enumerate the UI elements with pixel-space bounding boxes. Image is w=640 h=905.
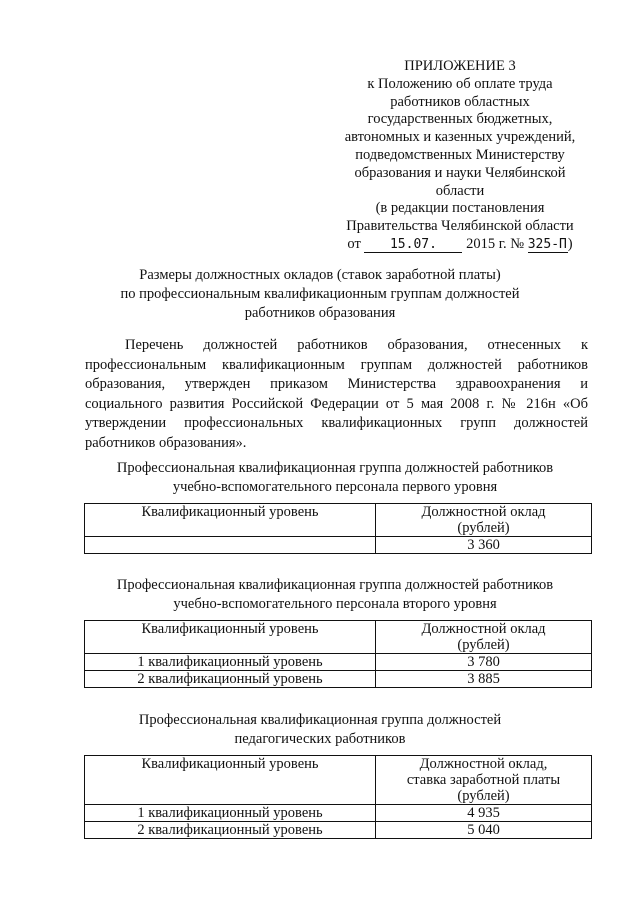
appendix-line: образования и науки Челябинской [354, 164, 566, 181]
group-title-line: Профессиональная квалификационная группа должностей [138, 712, 502, 728]
header-level-label: Квалификационный уровень [141, 756, 319, 772]
appendix-line: (в редакции постановления [375, 200, 545, 217]
table-row [85, 822, 592, 839]
resolution-number: 325-П [527, 236, 567, 252]
table-row [85, 805, 592, 822]
level-cell: 1 квалификационный уровень [85, 654, 376, 671]
appendix-line: автономных и казенных учреждений, [344, 129, 576, 146]
paragraph-line: профессиональным квалификационным группам должностей работников [85, 356, 588, 373]
table-row [85, 654, 592, 671]
group-title-line: Профессиональная квалификационная группа должностей работников [116, 577, 554, 593]
paragraph-line: Перечень должностей работников образования, отнесенных к [125, 337, 588, 353]
appendix-line: к Положению об оплате труда [367, 75, 553, 92]
header-level [85, 504, 376, 537]
paragraph-line: образования, утвержден приказом Министерства здравоохранения и [85, 376, 588, 392]
level-cell: 2 квалификационный уровень [85, 822, 376, 839]
group-title-line: педагогических работников [234, 731, 406, 747]
intro-paragraph [85, 336, 588, 453]
group-title-line: учебно-вспомогательного персонала второго уровня [173, 596, 497, 612]
salary-cell: 3 885 [376, 671, 592, 688]
header-salary-label: Должностной оклад, [419, 756, 548, 772]
header-salary-label: Должностной оклад [421, 621, 546, 637]
appendix-title: ПРИЛОЖЕНИЕ 3 [404, 58, 516, 74]
header-salary-unit: (рублей) [457, 637, 510, 653]
appendix-header [325, 58, 595, 254]
title-line: работников образования [244, 305, 396, 321]
date-value: 15.07. [364, 238, 462, 253]
level-cell: 2 квалификационный уровень [85, 671, 376, 688]
year-text: 2015 г. № [466, 235, 525, 252]
appendix-line: области [435, 182, 485, 199]
appendix-line: Правительства Челябинской области [346, 218, 574, 235]
paragraph-line: социального развития Российской Федерации от 5 мая 2008 г. № 216н «Об [85, 395, 588, 412]
salary-cell: 3 780 [376, 654, 592, 671]
date-prefix: от [347, 235, 361, 252]
header-salary [376, 756, 592, 805]
title-line: по профессиональным квалификационным группам должностей [120, 286, 520, 302]
header-level [85, 756, 376, 805]
table-header-row [85, 756, 592, 805]
table-row [85, 537, 592, 554]
group-2-table [84, 620, 592, 688]
title-line: Размеры должностных окладов (ставок заработной платы) [139, 267, 501, 283]
salary-cell: 3 360 [376, 537, 592, 554]
appendix-line: работников областных [390, 93, 530, 110]
close-paren: ) [567, 235, 573, 252]
document-title [60, 266, 580, 323]
table-row [85, 671, 592, 688]
group-title-line: учебно-вспомогательного персонала первого уровня [172, 479, 498, 495]
level-cell [85, 537, 376, 554]
group-3-table [84, 755, 592, 839]
paragraph-line: работников образования». [85, 434, 247, 451]
header-salary [376, 621, 592, 654]
header-level-label: Квалификационный уровень [141, 504, 319, 520]
group-2-title [75, 576, 595, 614]
resolution-date-line [325, 236, 595, 254]
group-1-title [75, 459, 595, 497]
paragraph-line: утверждении профессиональных квалификационных групп должностей [85, 415, 588, 431]
header-salary-unit: (рублей) [457, 520, 510, 536]
table-header-row [85, 504, 592, 537]
header-salary [376, 504, 592, 537]
header-salary-unit: (рублей) [457, 788, 510, 804]
group-1-table [84, 503, 592, 554]
header-salary-label: Должностной оклад [421, 504, 546, 520]
appendix-line: подведомственных Министерству [355, 146, 565, 163]
level-cell: 1 квалификационный уровень [85, 805, 376, 822]
salary-cell: 5 040 [376, 822, 592, 839]
group-title-line: Профессиональная квалификационная группа должностей работников [116, 460, 554, 476]
table-header-row [85, 621, 592, 654]
header-level [85, 621, 376, 654]
header-salary-rate: ставка заработной платы [406, 772, 561, 788]
group-3-title [60, 711, 580, 749]
appendix-line: государственных бюджетных, [367, 111, 553, 128]
salary-cell: 4 935 [376, 805, 592, 822]
header-level-label: Квалификационный уровень [141, 621, 319, 637]
